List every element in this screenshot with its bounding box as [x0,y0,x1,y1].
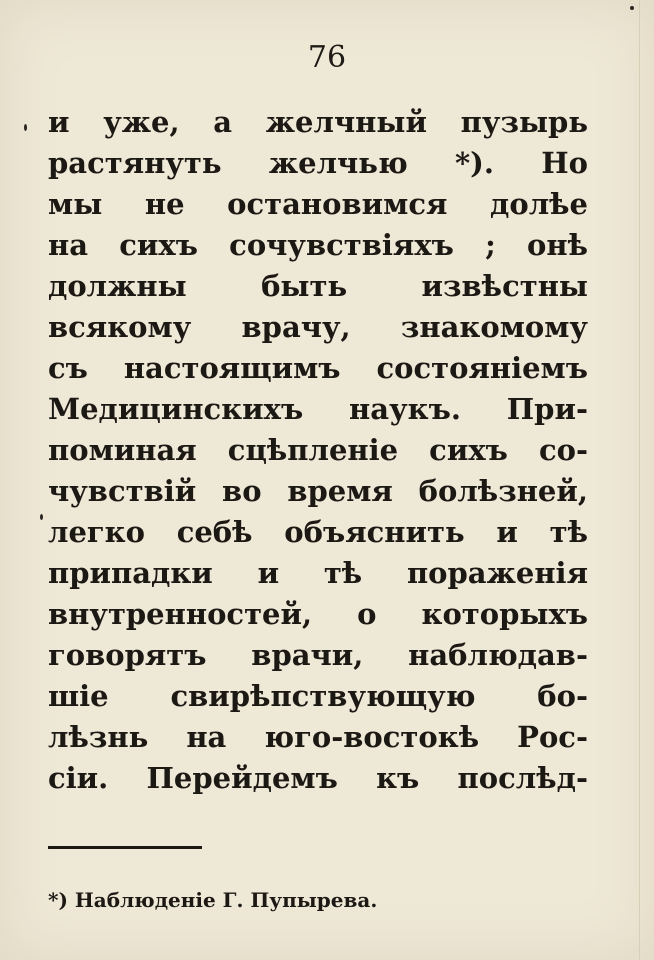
text-line: поминая сцѣпленіе сихъ со- [48,433,588,467]
body-text [48,102,588,799]
text-line: шіе свирѣпствующую бо- [48,679,588,713]
text-line: внутренностей, о которыхъ [48,597,588,631]
text-line: растянуть желчью *). Но [48,146,588,180]
ink-speck [630,6,634,10]
text-line: лѣзнь на юго-востокѣ Рос- [48,720,588,754]
text-line: должны быть извѣстны [48,269,588,303]
text-line: легко себѣ объяснить и тѣ [48,515,588,549]
footnote: *) Наблюденіе Г. Пупырева. [48,888,378,912]
text-line: чувствій во время болѣзней, [48,474,588,508]
text-line: припадки и тѣ пораженія [48,556,588,590]
text-line: съ настоящимъ состояніемъ [48,351,588,385]
text-line: и уже, а желчный пузырь [48,105,588,139]
text-line: на сихъ сочувствіяхъ ; онѣ [48,228,588,262]
text-line: сіи. Перейдемъ къ послѣд- [48,761,588,795]
text-line: мы не остановимся долѣе [48,187,588,221]
text-line: всякому врачу, знакомому [48,310,588,344]
text-line: Медицинскихъ наукъ. При- [48,392,588,426]
text-line: говорятъ врачи, наблюдав- [48,638,588,672]
ink-speck [24,124,27,131]
ink-speck [40,514,43,520]
page-edge [639,0,640,960]
footnote-rule [48,846,202,849]
page-number: 76 [307,40,347,75]
